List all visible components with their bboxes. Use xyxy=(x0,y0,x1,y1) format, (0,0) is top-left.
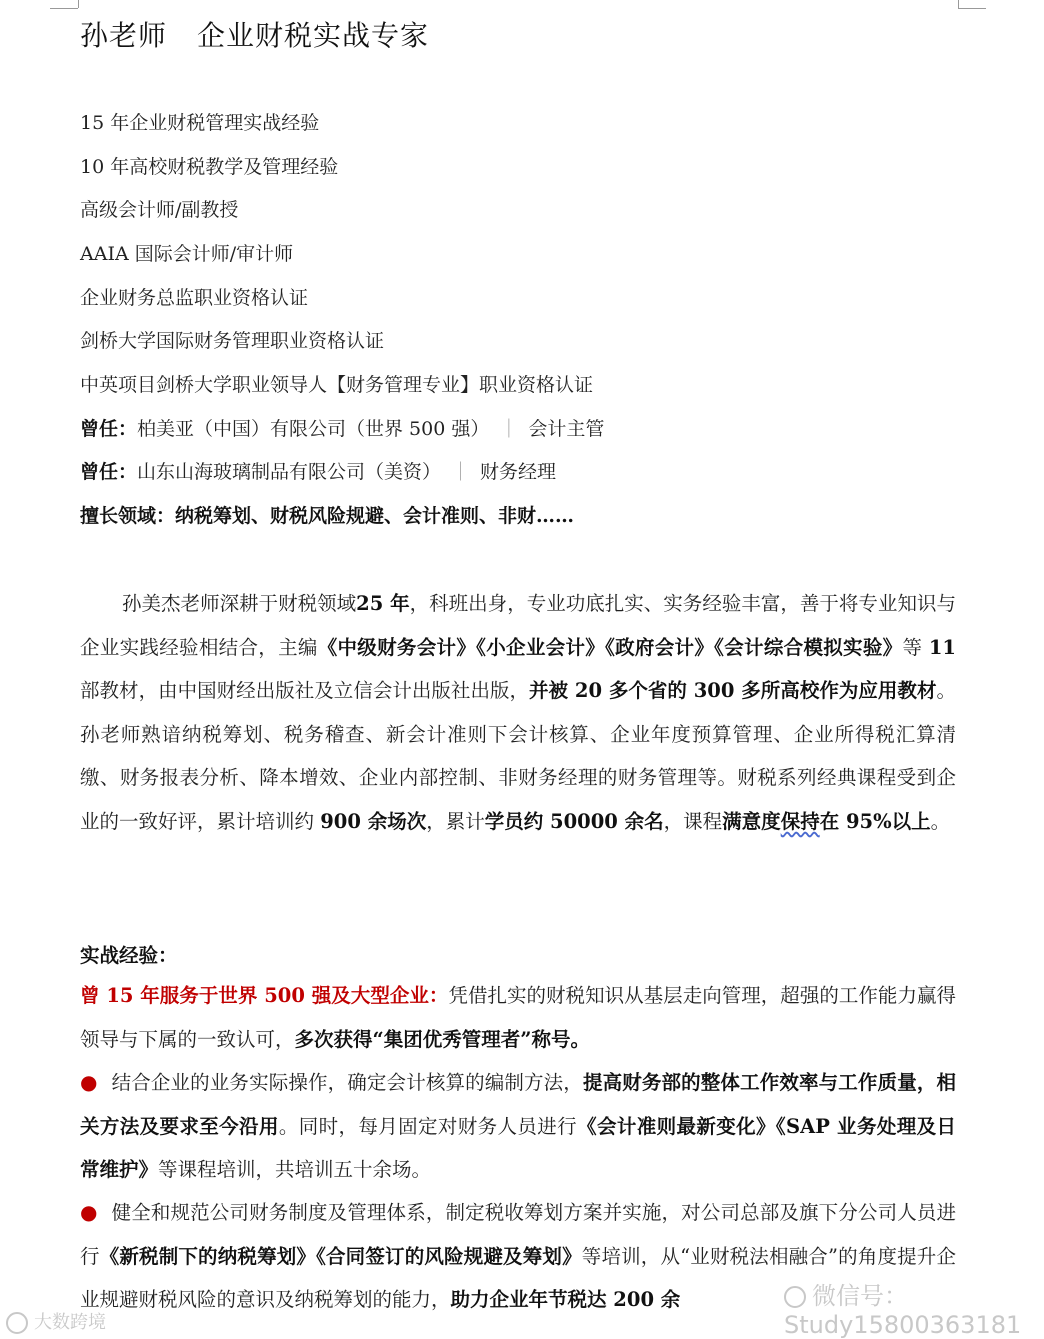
bio-text: 部教材，由中国财经出版社及立信会计出版社出版， xyxy=(80,679,530,703)
brand-name: 大数跨境 xyxy=(34,1312,106,1333)
bio-students: 学员约 50000 余名 xyxy=(484,809,664,833)
former-role-company: 山东山海玻璃制品有限公司（美资） xyxy=(137,461,442,483)
experience-lead-red: 曾 15 年服务于世界 500 强及大型企业： xyxy=(80,984,449,1007)
bio-text: 。孙老师熟谙纳税筹划、税务稽查、新会计准则下会计核算、企业年度预算管理、企业所得税汇算清缴、财务报表分析、降本增效、企业内部控制、非财务经理的财务管理等。财税系列经典课程受到企业的一致好评，累计培训约 xyxy=(80,679,956,833)
former-role xyxy=(80,418,604,440)
experience-text: 。同时，每月固定对财务人员进行 xyxy=(278,1114,578,1138)
course-titles: 《会计准则最新变化》《SAP 业务处理及日常维护》 xyxy=(80,1114,956,1182)
crop-mark-top-right-h xyxy=(958,8,986,9)
credential-item: 15 年企业财税管理实战经验 xyxy=(80,112,320,134)
experience-text: 结合企业的业务实际操作，确定会计核算的编制方法， xyxy=(111,1071,583,1094)
credential-item: 中英项目剑桥大学职业领导人【财务管理专业】职业资格认证 xyxy=(80,374,594,396)
experience-highlight: 助力企业年节税达 200 余 xyxy=(450,1288,681,1312)
bio-text: 等 xyxy=(902,635,923,659)
wechat-icon xyxy=(784,1286,806,1308)
experience-bullet xyxy=(80,1061,956,1192)
crop-mark-top-right xyxy=(958,0,959,8)
experience-text: 等培训，从“业财税法相融合”的角度提升企业规避财税风险的意识及纳税筹划的能力， xyxy=(80,1244,956,1312)
credential-item: 高级会计师/副教授 xyxy=(80,199,239,221)
bio-years: 25 年 xyxy=(356,592,410,615)
bio-text: ，课程 xyxy=(663,809,723,833)
bio-paragraph xyxy=(80,582,956,844)
book-title: 《政府会计》 xyxy=(605,635,715,659)
experience-text: 凭借扎实的财税知识从基层走向管理，超强的工作能力赢得领导与下属的一致认可， xyxy=(80,984,956,1051)
brand-logo-icon xyxy=(6,1312,28,1334)
former-role-label: 曾任： xyxy=(80,461,138,483)
book-title: 《会计综合模拟实验》 xyxy=(714,635,903,659)
role-separator: ｜ xyxy=(499,418,519,440)
section-title: 实战经验： xyxy=(80,944,178,967)
former-role-label: 曾任： xyxy=(80,418,138,440)
crop-mark-top-left xyxy=(78,0,79,8)
bio-text: ，科班出身，专业功底扎实、实务经验丰富，善于将专业知识与企业实践经验相结合，主编 xyxy=(80,592,956,659)
bio-text: 。 xyxy=(930,809,951,833)
credential-item: AAIA 国际会计师/审计师 xyxy=(80,243,294,265)
bio-satisfaction: 在 95%以上 xyxy=(819,809,931,833)
bio-satisfaction: 满意度 xyxy=(722,809,781,833)
bullet-icon: ● xyxy=(80,1200,98,1224)
role-separator: ｜ xyxy=(451,461,471,483)
crop-mark-top-left-h xyxy=(50,8,78,9)
bio-sessions: 900 余场次 xyxy=(320,809,427,833)
bio-highlight: 并被 20 多个省的 300 多所高校作为应用教材 xyxy=(529,679,937,703)
book-title: 《小企业会计》 xyxy=(476,635,606,659)
page-title xyxy=(80,14,429,54)
teacher-name: 孙老师 xyxy=(80,19,168,52)
experience-text: 健全和规范公司财务制度及管理体系，制定税收筹划方案并实施，对公司总部及旗下分公司人员进行 xyxy=(80,1201,956,1268)
wechat-watermark xyxy=(784,1276,1044,1339)
teacher-title: 企业财税实战专家 xyxy=(197,19,430,52)
former-role xyxy=(80,461,556,483)
bio-text: ，累计 xyxy=(426,809,485,833)
book-count: 11 xyxy=(928,635,956,659)
book-title: 《中级财务会计》 xyxy=(317,635,477,659)
wechat-id: 微信号：Study15800363181 xyxy=(784,1282,1022,1339)
spellcheck-underline: 保持 xyxy=(780,809,820,833)
experience-lead xyxy=(80,974,956,1061)
experience-highlight: 提高财务部的整体工作效率与工作质量，相关方法及要求至今沿用 xyxy=(80,1071,956,1138)
former-role-company: 柏美亚（中国）有限公司（世界 500 强） xyxy=(137,418,490,440)
credential-item: 企业财务总监职业资格认证 xyxy=(80,287,309,309)
former-role-position: 财务经理 xyxy=(480,461,557,483)
bio-text: 孙美杰老师深耕于财税领域 xyxy=(122,592,357,615)
former-role-position: 会计主管 xyxy=(528,418,605,440)
course-titles: 《新税制下的纳税筹划》《合同签订的风险规避及筹划》 xyxy=(99,1244,582,1268)
brand-watermark xyxy=(6,1308,106,1334)
expertise-line: 擅长领域：纳税筹划、财税风险规避、会计准则、非财…… xyxy=(80,505,575,527)
credential-item: 剑桥大学国际财务管理职业资格认证 xyxy=(80,330,385,352)
experience-text: 等课程培训，共培训五十余场。 xyxy=(158,1158,432,1182)
bullet-icon: ● xyxy=(80,1070,98,1094)
experience-award: 多次获得“集团优秀管理者”称号。 xyxy=(294,1027,590,1051)
credential-item: 10 年高校财税教学及管理经验 xyxy=(80,156,339,178)
